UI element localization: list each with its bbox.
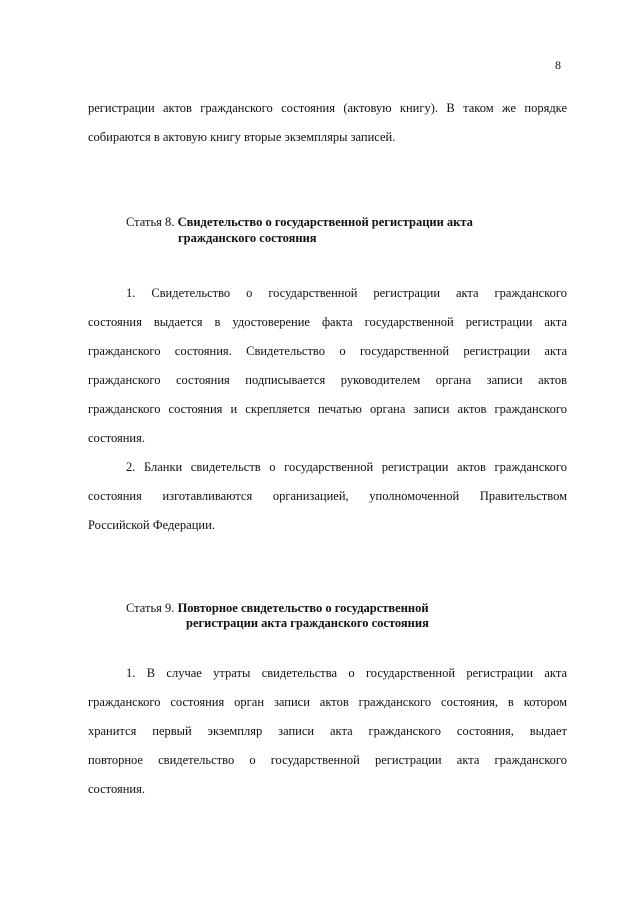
article-9-title-line-1: Повторное свидетельство о государственной [177, 601, 429, 615]
article-8-title-line-2: гражданского состояния [178, 231, 317, 245]
article-8-title-line-2-wrap [178, 230, 317, 246]
a8-p2-line-1: 2. Бланки свидетельств о государственной регистрации актов гражданского [126, 460, 567, 474]
a9-p1-line-4: повторное свидетельство о государственной регистрации акта гражданского [88, 753, 567, 767]
a8-p1-line-4: гражданского состояния подписывается руководителем органа записи актов [88, 373, 567, 387]
article-8-title-line-1: Свидетельство о государственной регистрации акта [177, 215, 473, 229]
article-9-prefix: Статья 9. [126, 601, 175, 615]
a8-p2-line-3: Российской Федерации. [88, 518, 215, 532]
a8-p1-line-3: гражданского состояния. Свидетельство о государственной регистрации акта [88, 344, 567, 358]
a8-p1-line-1: 1. Свидетельство о государственной регистрации акта гражданского [126, 286, 567, 300]
a9-p1-line-1: 1. В случае утраты свидетельства о государственной регистрации акта [126, 666, 567, 680]
article-9-title-line-2: регистрации акта гражданского состояния [186, 616, 429, 630]
article-8-heading [126, 214, 473, 230]
a9-p1-line-2: гражданского состояния орган записи актов гражданского состояния, в котором [88, 695, 567, 709]
article-8-prefix: Статья 8. [126, 215, 175, 229]
a8-p2-line-2: состояния изготавливаются организацией, уполномоченной Правительством [88, 489, 567, 503]
article-9-heading [126, 600, 429, 616]
article-9-title-line-2-wrap [186, 615, 429, 631]
a8-p1-line-2: состояния выдается в удостоверение факта государственной регистрации акта [88, 315, 567, 329]
a8-p1-line-6: состояния. [88, 431, 145, 445]
a9-p1-line-5: состояния. [88, 782, 145, 796]
a9-p1-line-3: хранится первый экземпляр записи акта гражданского состояния, выдает [88, 724, 567, 738]
a8-p1-line-5: гражданского состояния и скрепляется печатью органа записи актов гражданского [88, 402, 567, 416]
intro-line-1: регистрации актов гражданского состояния (актовую книгу). В таком же порядке [88, 101, 567, 115]
intro-line-2: собираются в актовую книгу вторые экземпляры записей. [88, 130, 396, 144]
page-number: 8 [555, 58, 561, 72]
